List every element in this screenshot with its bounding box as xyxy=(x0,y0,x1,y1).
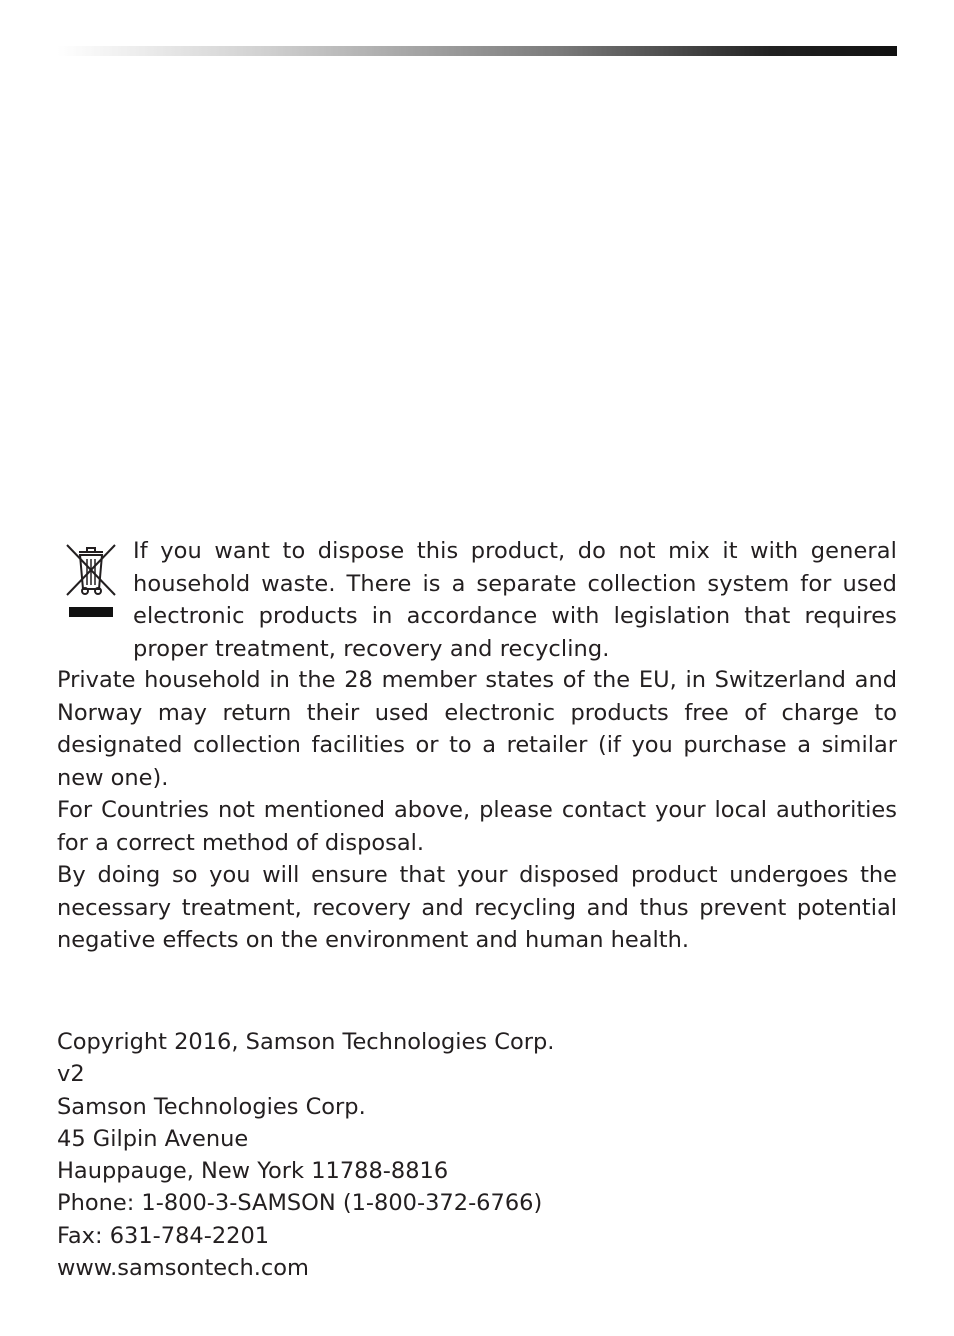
environment-paragraph: By doing so you will ensure that your disposed product undergoes the necessary treatment, recovery and recycling and thus prevent potential negative effects on the environment and human health. xyxy=(57,862,897,953)
disposal-lead-paragraph: If you want to dispose this product, do not mix it with general household waste. There is a separate collection system for used electronic products in accordance with legislation that requires proper treatment, recovery and recycling. xyxy=(133,538,897,662)
disposal-details xyxy=(57,664,897,957)
company-imprint xyxy=(57,1026,757,1284)
other-countries-paragraph: For Countries not mentioned above, please contact your local authorities for a correct method of disposal. xyxy=(57,797,897,856)
version-line: v2 xyxy=(57,1061,85,1088)
eu-return-paragraph: Private household in the 28 member states of the EU, in Switzerland and Norway may return their used electronic products free of charge to designated collection facilities or to a retailer (if you purchase a similar new one). xyxy=(57,667,897,791)
website-link[interactable]: www.samsontech.com xyxy=(57,1255,309,1282)
copyright-line: Copyright 2016, Samson Technologies Corp. xyxy=(57,1029,555,1055)
street-address: 45 Gilpin Avenue xyxy=(57,1125,249,1152)
phone-line: Phone: 1-800-3-SAMSON (1-800-372-6766) xyxy=(57,1190,543,1217)
fax-line: Fax: 631-784-2201 xyxy=(57,1222,270,1249)
header-gradient-rule xyxy=(57,46,897,56)
crossed-out-wheelie-bin-icon xyxy=(63,543,119,619)
weee-disposal-notice xyxy=(57,535,897,665)
company-name: Samson Technologies Corp. xyxy=(57,1093,366,1120)
city-address: Hauppauge, New York 11788-8816 xyxy=(57,1158,449,1185)
